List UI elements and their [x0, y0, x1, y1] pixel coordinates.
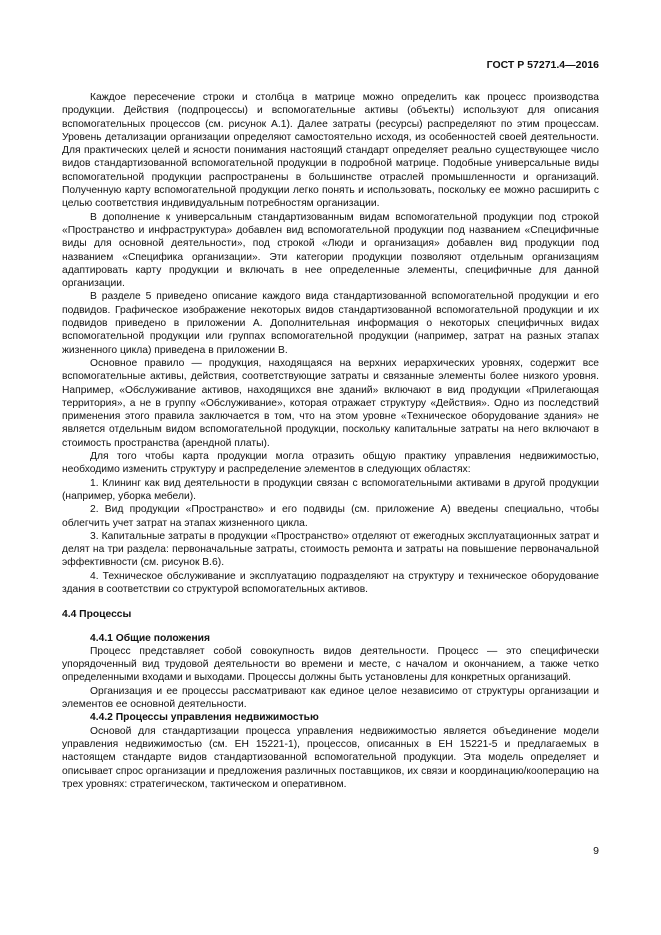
document-header: ГОСТ Р 57271.4—2016 [486, 59, 599, 71]
paragraph: В разделе 5 приведено описание каждого вида стандартизованной вспомогательной продукции и его подвидов. Графическое изображение некоторых видов стандартизованной вспомогательной продукции и их подвидов приведено в приложении А. Дополнительная информация о некоторых специфичных видах вспомогательной продукции или группах вспомогательной продукции (например, затрат на разных этапах жизненного цикла) приведена в приложении В. [62, 291, 599, 356]
paragraph: В дополнение к универсальным стандартизованным видам вспомогательной продукции под строкой «Пространство и инфраструктура» добавлен вид вспомогательной продукции под названием «Специфичные виды для основной деятельности», под строкой «Люди и организация» добавлен вид продукции под названием «Специфика организации». Эти категории продукции позволяют отдельным организациям адаптировать карту продукции и включать в нее определенные элементы, специфичные для данной организации. [62, 211, 599, 290]
paragraph: Для того чтобы карта продукции могла отразить общую практику управления недвижимостью, необходимо изменить структуру и распределение элементов в следующих областях: [62, 451, 599, 476]
paragraph: Основой для стандартизации процесса управления недвижимостью является объединение модели управления недвижимостью (см. ЕН 15221-1), процессов, описанных в ЕН 15221-5 и предлагаемых в настоящем стандарте видов стандартизованной вспомогательной продукции. Эта модель определяет и описывает спрос организации и предложения различных поставщиков, их связи и координацию/кооперацию на трех уровнях: стратегическом, тактическом и оперативном. [62, 725, 599, 790]
paragraph: Каждое пересечение строки и столбца в матрице можно определить как процесс производства продукции. Действия (подпроцессы) и вспомогательные активы (объекты) используют для описания вспомогательных процессов (см. рисунок А.1). Далее затраты (ресурсы) распределяют по этим процессам. Уровень детализации организации определяют самостоятельно исходя, из особенностей своей деятельности. Для практических целей и ясности понимания настоящий стандарт определяет реально существующее число видов стандартизованной вспомогательной продукции в подробной матрице. Подобные универсальные виды вспомогательной продукции распространены в большинстве отраслей промышленности и организаций. Полученную карту вспомогательной продукции легко понять и использовать, поскольку ее можно расширить с целью соответствия индивидуальным потребностям организации. [62, 92, 599, 210]
page-body [62, 91, 599, 791]
subsection-heading-4-4-1: 4.4.1 Общие положения [90, 632, 210, 644]
page-number: 9 [593, 845, 599, 857]
paragraph: Основное правило — продукция, находящаяся на верхних иерархических уровнях, содержит все вспомогательные активы, действия, соответствующие затраты и связанные элементы более низкого уровня. Например, «Обслуживание активов, находящихся вне зданий» включают в вид продукции «Прилегающая территория», а не в группу «Обслуживание», которая отражает структуру «Действия». Одно из последствий применения этого правила заключается в том, что на этом уровне «Техническое оборудование здания» не является отдельным видом вспомогательной продукции, поскольку капитальные затраты на него включают в стоимость пространства (арендной платы). [62, 357, 599, 449]
list-item: 1. Клининг как вид деятельности в продукции связан с вспомогательными активами в другой продукции (например, уборка мебели). [62, 477, 599, 502]
paragraph: Организация и ее процессы рассматривают как единое целое независимо от структуры организации и элементов ее основной деятельности. [62, 685, 599, 711]
paragraph: Процесс представляет собой совокупность видов деятельности. Процесс — это специфически упорядоченный вид трудовой деятельности во времени и месте, с началом и окончанием, а также четко определенными входами и выходами. Процессы должны быть установлены для конкретных организаций. [62, 645, 599, 684]
list-item: 2. Вид продукции «Пространство» и его подвиды (см. приложение А) введены специально, чтобы облегчить учет затрат на этапах жизненного цикла. [62, 504, 599, 529]
subsection-heading-4-4-2: 4.4.2 Процессы управления недвижимостью [90, 712, 319, 724]
list-item: 3. Капитальные затраты в продукции «Пространство» отделяют от ежегодных эксплуатационных затрат и делят на три раздела: первоначальные затраты, стоимость ремонта и затраты на повышение первоначальной эффективности (см. рисунок В.6). [62, 530, 599, 569]
list-item: 4. Техническое обслуживание и эксплуатацию подразделяют на структуру и техническое оборудование здания в соответствии со структурой вспомогательных активов. [62, 570, 599, 595]
section-heading-4-4: 4.4 Процессы [62, 609, 132, 621]
